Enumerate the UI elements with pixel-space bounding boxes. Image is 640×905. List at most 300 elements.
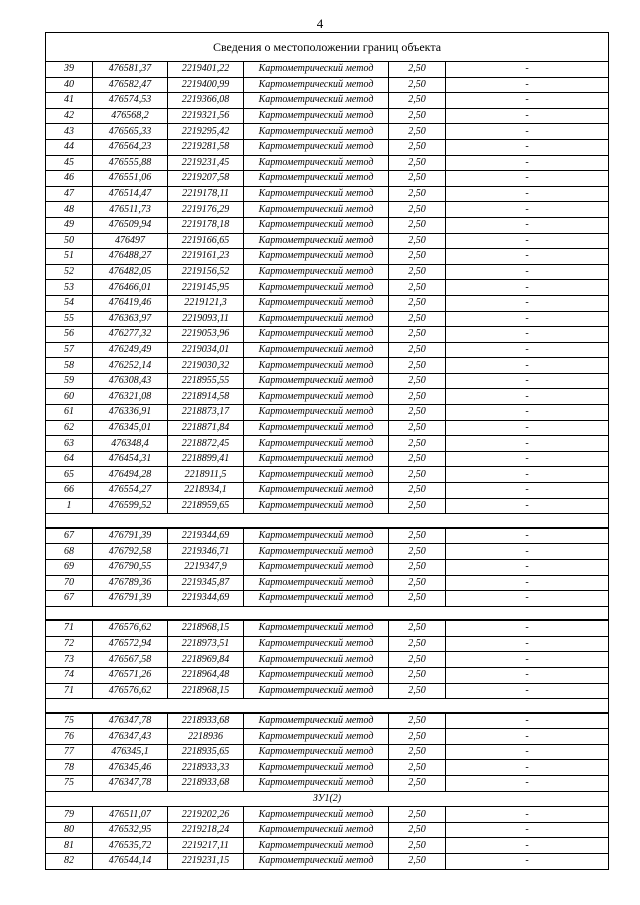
x-coordinate-cell: 476347,78 bbox=[93, 713, 168, 729]
y-coordinate-cell: 2219231,15 bbox=[168, 854, 244, 870]
method-cell: Картометрический метод bbox=[244, 327, 389, 343]
method-cell: Картометрический метод bbox=[244, 652, 389, 668]
x-coordinate-cell: 476581,37 bbox=[93, 62, 168, 78]
accuracy-cell: 2,50 bbox=[389, 139, 446, 155]
table-row bbox=[46, 451, 609, 467]
y-coordinate-cell: 2218964,48 bbox=[168, 667, 244, 683]
accuracy-cell: 2,50 bbox=[389, 636, 446, 652]
point-number-cell: 43 bbox=[46, 124, 93, 140]
table-row bbox=[46, 544, 609, 560]
point-number-cell: 60 bbox=[46, 389, 93, 405]
point-number-cell: 62 bbox=[46, 420, 93, 436]
point-number-cell: 77 bbox=[46, 744, 93, 760]
description-cell: - bbox=[446, 108, 609, 124]
table-row bbox=[46, 233, 609, 249]
table-row bbox=[46, 559, 609, 575]
y-coordinate-cell: 2219030,32 bbox=[168, 358, 244, 374]
accuracy-cell: 2,50 bbox=[389, 186, 446, 202]
method-cell: Картометрический метод bbox=[244, 186, 389, 202]
table-row bbox=[46, 776, 609, 792]
y-coordinate-cell: 2219178,11 bbox=[168, 186, 244, 202]
y-coordinate-cell: 2219156,52 bbox=[168, 264, 244, 280]
table-row bbox=[46, 467, 609, 483]
x-coordinate-cell: 476576,62 bbox=[93, 683, 168, 699]
point-number-cell: 51 bbox=[46, 249, 93, 265]
method-cell: Картометрический метод bbox=[244, 171, 389, 187]
x-coordinate-cell: 476494,28 bbox=[93, 467, 168, 483]
y-coordinate-cell: 2219231,45 bbox=[168, 155, 244, 171]
description-cell: - bbox=[446, 776, 609, 792]
method-cell: Картометрический метод bbox=[244, 838, 389, 854]
description-cell: - bbox=[446, 202, 609, 218]
method-cell: Картометрический метод bbox=[244, 420, 389, 436]
description-cell: - bbox=[446, 327, 609, 343]
accuracy-cell: 2,50 bbox=[389, 77, 446, 93]
method-cell: Картометрический метод bbox=[244, 202, 389, 218]
method-cell: Картометрический метод bbox=[244, 342, 389, 358]
point-number-cell: 54 bbox=[46, 295, 93, 311]
method-cell: Картометрический метод bbox=[244, 389, 389, 405]
separator-cell bbox=[46, 606, 609, 620]
table-row bbox=[46, 498, 609, 514]
x-coordinate-cell: 476576,62 bbox=[93, 620, 168, 636]
x-coordinate-cell: 476482,05 bbox=[93, 264, 168, 280]
accuracy-cell: 2,50 bbox=[389, 264, 446, 280]
y-coordinate-cell: 2219345,87 bbox=[168, 575, 244, 591]
y-coordinate-cell: 2218872,45 bbox=[168, 436, 244, 452]
method-cell: Картометрический метод bbox=[244, 713, 389, 729]
method-cell: Картометрический метод bbox=[244, 683, 389, 699]
y-coordinate-cell: 2219178,18 bbox=[168, 217, 244, 233]
y-coordinate-cell: 2218873,17 bbox=[168, 405, 244, 421]
x-coordinate-cell: 476336,91 bbox=[93, 405, 168, 421]
y-coordinate-cell: 2219321,56 bbox=[168, 108, 244, 124]
table-row bbox=[46, 327, 609, 343]
description-cell: - bbox=[446, 683, 609, 699]
section-header-row bbox=[46, 791, 609, 807]
x-coordinate-cell: 476345,01 bbox=[93, 420, 168, 436]
x-coordinate-cell: 476249,49 bbox=[93, 342, 168, 358]
point-number-cell: 70 bbox=[46, 575, 93, 591]
method-cell: Картометрический метод bbox=[244, 591, 389, 607]
point-number-cell: 39 bbox=[46, 62, 93, 78]
table-row bbox=[46, 171, 609, 187]
x-coordinate-cell: 476567,58 bbox=[93, 652, 168, 668]
x-coordinate-cell: 476419,46 bbox=[93, 295, 168, 311]
accuracy-cell: 2,50 bbox=[389, 405, 446, 421]
point-number-cell: 44 bbox=[46, 139, 93, 155]
accuracy-cell: 2,50 bbox=[389, 311, 446, 327]
y-coordinate-cell: 2219366,08 bbox=[168, 93, 244, 109]
table-row bbox=[46, 683, 609, 699]
table-row bbox=[46, 483, 609, 499]
section-label: ЗУ1(2) bbox=[46, 791, 609, 807]
accuracy-cell: 2,50 bbox=[389, 389, 446, 405]
x-coordinate-cell: 476564,23 bbox=[93, 139, 168, 155]
accuracy-cell: 2,50 bbox=[389, 62, 446, 78]
description-cell: - bbox=[446, 77, 609, 93]
table-row bbox=[46, 358, 609, 374]
point-number-cell: 81 bbox=[46, 838, 93, 854]
point-number-cell: 63 bbox=[46, 436, 93, 452]
method-cell: Картометрический метод bbox=[244, 295, 389, 311]
description-cell: - bbox=[446, 838, 609, 854]
x-coordinate-cell: 476791,39 bbox=[93, 591, 168, 607]
method-cell: Картометрический метод bbox=[244, 807, 389, 823]
point-number-cell: 75 bbox=[46, 713, 93, 729]
description-cell: - bbox=[446, 62, 609, 78]
description-cell: - bbox=[446, 636, 609, 652]
method-cell: Картометрический метод bbox=[244, 436, 389, 452]
x-coordinate-cell: 476514,47 bbox=[93, 186, 168, 202]
method-cell: Картометрический метод bbox=[244, 667, 389, 683]
table-row bbox=[46, 295, 609, 311]
accuracy-cell: 2,50 bbox=[389, 807, 446, 823]
x-coordinate-cell: 476565,33 bbox=[93, 124, 168, 140]
x-coordinate-cell: 476789,36 bbox=[93, 575, 168, 591]
description-cell: - bbox=[446, 575, 609, 591]
table-row bbox=[46, 822, 609, 838]
y-coordinate-cell: 2218973,51 bbox=[168, 636, 244, 652]
accuracy-cell: 2,50 bbox=[389, 528, 446, 544]
accuracy-cell: 2,50 bbox=[389, 713, 446, 729]
method-cell: Картометрический метод bbox=[244, 822, 389, 838]
y-coordinate-cell: 2219053,96 bbox=[168, 327, 244, 343]
point-number-cell: 68 bbox=[46, 544, 93, 560]
table-row bbox=[46, 311, 609, 327]
table-row bbox=[46, 202, 609, 218]
point-number-cell: 59 bbox=[46, 373, 93, 389]
point-number-cell: 47 bbox=[46, 186, 93, 202]
accuracy-cell: 2,50 bbox=[389, 358, 446, 374]
method-cell: Картометрический метод bbox=[244, 358, 389, 374]
y-coordinate-cell: 2218968,15 bbox=[168, 620, 244, 636]
description-cell: - bbox=[446, 544, 609, 560]
method-cell: Картометрический метод bbox=[244, 264, 389, 280]
method-cell: Картометрический метод bbox=[244, 108, 389, 124]
method-cell: Картометрический метод bbox=[244, 744, 389, 760]
x-coordinate-cell: 476277,32 bbox=[93, 327, 168, 343]
table-row bbox=[46, 620, 609, 636]
accuracy-cell: 2,50 bbox=[389, 436, 446, 452]
method-cell: Картометрический метод bbox=[244, 544, 389, 560]
point-number-cell: 76 bbox=[46, 729, 93, 745]
method-cell: Картометрический метод bbox=[244, 124, 389, 140]
description-cell: - bbox=[446, 467, 609, 483]
y-coordinate-cell: 2218969,84 bbox=[168, 652, 244, 668]
accuracy-cell: 2,50 bbox=[389, 420, 446, 436]
accuracy-cell: 2,50 bbox=[389, 295, 446, 311]
description-cell: - bbox=[446, 652, 609, 668]
description-cell: - bbox=[446, 280, 609, 296]
x-coordinate-cell: 476347,43 bbox=[93, 729, 168, 745]
x-coordinate-cell: 476574,53 bbox=[93, 93, 168, 109]
method-cell: Картометрический метод bbox=[244, 483, 389, 499]
x-coordinate-cell: 476347,78 bbox=[93, 776, 168, 792]
point-number-cell: 48 bbox=[46, 202, 93, 218]
description-cell: - bbox=[446, 498, 609, 514]
table-row bbox=[46, 436, 609, 452]
x-coordinate-cell: 476488,27 bbox=[93, 249, 168, 265]
accuracy-cell: 2,50 bbox=[389, 744, 446, 760]
point-number-cell: 52 bbox=[46, 264, 93, 280]
x-coordinate-cell: 476321,08 bbox=[93, 389, 168, 405]
table-row bbox=[46, 667, 609, 683]
x-coordinate-cell: 476554,27 bbox=[93, 483, 168, 499]
table-row bbox=[46, 760, 609, 776]
description-cell: - bbox=[446, 744, 609, 760]
method-cell: Картометрический метод bbox=[244, 217, 389, 233]
description-cell: - bbox=[446, 264, 609, 280]
y-coordinate-cell: 2219346,71 bbox=[168, 544, 244, 560]
accuracy-cell: 2,50 bbox=[389, 280, 446, 296]
accuracy-cell: 2,50 bbox=[389, 155, 446, 171]
table-row bbox=[46, 591, 609, 607]
y-coordinate-cell: 2219218,24 bbox=[168, 822, 244, 838]
y-coordinate-cell: 2219401,22 bbox=[168, 62, 244, 78]
point-number-cell: 64 bbox=[46, 451, 93, 467]
method-cell: Картометрический метод bbox=[244, 233, 389, 249]
y-coordinate-cell: 2218933,68 bbox=[168, 713, 244, 729]
table-row bbox=[46, 713, 609, 729]
y-coordinate-cell: 2219295,42 bbox=[168, 124, 244, 140]
x-coordinate-cell: 476571,26 bbox=[93, 667, 168, 683]
accuracy-cell: 2,50 bbox=[389, 327, 446, 343]
y-coordinate-cell: 2218899,41 bbox=[168, 451, 244, 467]
method-cell: Картометрический метод bbox=[244, 575, 389, 591]
accuracy-cell: 2,50 bbox=[389, 217, 446, 233]
x-coordinate-cell: 476511,73 bbox=[93, 202, 168, 218]
description-cell: - bbox=[446, 373, 609, 389]
point-number-cell: 67 bbox=[46, 591, 93, 607]
accuracy-cell: 2,50 bbox=[389, 652, 446, 668]
method-cell: Картометрический метод bbox=[244, 139, 389, 155]
table-row bbox=[46, 420, 609, 436]
point-number-cell: 74 bbox=[46, 667, 93, 683]
accuracy-cell: 2,50 bbox=[389, 591, 446, 607]
accuracy-cell: 2,50 bbox=[389, 451, 446, 467]
description-cell: - bbox=[446, 171, 609, 187]
x-coordinate-cell: 476791,39 bbox=[93, 528, 168, 544]
description-cell: - bbox=[446, 667, 609, 683]
description-cell: - bbox=[446, 249, 609, 265]
x-coordinate-cell: 476454,31 bbox=[93, 451, 168, 467]
page-number: 4 bbox=[316, 16, 324, 31]
point-number-cell: 61 bbox=[46, 405, 93, 421]
point-number-cell: 75 bbox=[46, 776, 93, 792]
boundary-table bbox=[45, 32, 609, 870]
separator-row bbox=[46, 514, 609, 528]
x-coordinate-cell: 476252,14 bbox=[93, 358, 168, 374]
description-cell: - bbox=[446, 528, 609, 544]
point-number-cell: 71 bbox=[46, 683, 93, 699]
table-row bbox=[46, 139, 609, 155]
method-cell: Картометрический метод bbox=[244, 760, 389, 776]
table-row bbox=[46, 528, 609, 544]
table-row bbox=[46, 108, 609, 124]
description-cell: - bbox=[446, 620, 609, 636]
method-cell: Картометрический метод bbox=[244, 62, 389, 78]
table-row bbox=[46, 838, 609, 854]
point-number-cell: 71 bbox=[46, 620, 93, 636]
table-row bbox=[46, 389, 609, 405]
table-row bbox=[46, 62, 609, 78]
table-row bbox=[46, 636, 609, 652]
point-number-cell: 80 bbox=[46, 822, 93, 838]
description-cell: - bbox=[446, 854, 609, 870]
method-cell: Картометрический метод bbox=[244, 729, 389, 745]
point-number-cell: 58 bbox=[46, 358, 93, 374]
y-coordinate-cell: 2218955,55 bbox=[168, 373, 244, 389]
point-number-cell: 46 bbox=[46, 171, 93, 187]
x-coordinate-cell: 476363,97 bbox=[93, 311, 168, 327]
table-row bbox=[46, 264, 609, 280]
y-coordinate-cell: 2219176,29 bbox=[168, 202, 244, 218]
point-number-cell: 65 bbox=[46, 467, 93, 483]
description-cell: - bbox=[446, 483, 609, 499]
table-row bbox=[46, 217, 609, 233]
x-coordinate-cell: 476509,94 bbox=[93, 217, 168, 233]
description-cell: - bbox=[446, 233, 609, 249]
table-row bbox=[46, 77, 609, 93]
x-coordinate-cell: 476535,72 bbox=[93, 838, 168, 854]
accuracy-cell: 2,50 bbox=[389, 171, 446, 187]
accuracy-cell: 2,50 bbox=[389, 620, 446, 636]
y-coordinate-cell: 2219344,69 bbox=[168, 591, 244, 607]
accuracy-cell: 2,50 bbox=[389, 483, 446, 499]
point-number-cell: 1 bbox=[46, 498, 93, 514]
description-cell: - bbox=[446, 186, 609, 202]
table-row bbox=[46, 124, 609, 140]
x-coordinate-cell: 476599,52 bbox=[93, 498, 168, 514]
table-row bbox=[46, 280, 609, 296]
accuracy-cell: 2,50 bbox=[389, 575, 446, 591]
x-coordinate-cell: 476551,06 bbox=[93, 171, 168, 187]
y-coordinate-cell: 2219281,58 bbox=[168, 139, 244, 155]
description-cell: - bbox=[446, 93, 609, 109]
y-coordinate-cell: 2219217,11 bbox=[168, 838, 244, 854]
y-coordinate-cell: 2219121,3 bbox=[168, 295, 244, 311]
x-coordinate-cell: 476790,55 bbox=[93, 559, 168, 575]
method-cell: Картометрический метод bbox=[244, 559, 389, 575]
point-number-cell: 40 bbox=[46, 77, 93, 93]
x-coordinate-cell: 476308,43 bbox=[93, 373, 168, 389]
accuracy-cell: 2,50 bbox=[389, 854, 446, 870]
method-cell: Картометрический метод bbox=[244, 451, 389, 467]
method-cell: Картометрический метод bbox=[244, 155, 389, 171]
table-row bbox=[46, 373, 609, 389]
table-row bbox=[46, 652, 609, 668]
y-coordinate-cell: 2219344,69 bbox=[168, 528, 244, 544]
method-cell: Картометрический метод bbox=[244, 854, 389, 870]
description-cell: - bbox=[446, 155, 609, 171]
y-coordinate-cell: 2218935,65 bbox=[168, 744, 244, 760]
accuracy-cell: 2,50 bbox=[389, 776, 446, 792]
accuracy-cell: 2,50 bbox=[389, 760, 446, 776]
x-coordinate-cell: 476582,47 bbox=[93, 77, 168, 93]
x-coordinate-cell: 476555,88 bbox=[93, 155, 168, 171]
method-cell: Картометрический метод bbox=[244, 93, 389, 109]
description-cell: - bbox=[446, 342, 609, 358]
table-row bbox=[46, 249, 609, 265]
accuracy-cell: 2,50 bbox=[389, 233, 446, 249]
method-cell: Картометрический метод bbox=[244, 249, 389, 265]
point-number-cell: 66 bbox=[46, 483, 93, 499]
description-cell: - bbox=[446, 436, 609, 452]
accuracy-cell: 2,50 bbox=[389, 838, 446, 854]
description-cell: - bbox=[446, 559, 609, 575]
point-number-cell: 56 bbox=[46, 327, 93, 343]
x-coordinate-cell: 476568,2 bbox=[93, 108, 168, 124]
y-coordinate-cell: 2219207,58 bbox=[168, 171, 244, 187]
method-cell: Картометрический метод bbox=[244, 620, 389, 636]
accuracy-cell: 2,50 bbox=[389, 683, 446, 699]
point-number-cell: 69 bbox=[46, 559, 93, 575]
y-coordinate-cell: 2219166,65 bbox=[168, 233, 244, 249]
accuracy-cell: 2,50 bbox=[389, 124, 446, 140]
y-coordinate-cell: 2218933,68 bbox=[168, 776, 244, 792]
point-number-cell: 73 bbox=[46, 652, 93, 668]
accuracy-cell: 2,50 bbox=[389, 373, 446, 389]
table-row bbox=[46, 155, 609, 171]
table-row bbox=[46, 186, 609, 202]
y-coordinate-cell: 2218968,15 bbox=[168, 683, 244, 699]
accuracy-cell: 2,50 bbox=[389, 667, 446, 683]
y-coordinate-cell: 2219161,23 bbox=[168, 249, 244, 265]
point-number-cell: 79 bbox=[46, 807, 93, 823]
accuracy-cell: 2,50 bbox=[389, 467, 446, 483]
method-cell: Картометрический метод bbox=[244, 498, 389, 514]
x-coordinate-cell: 476792,58 bbox=[93, 544, 168, 560]
separator-row bbox=[46, 699, 609, 713]
x-coordinate-cell: 476345,46 bbox=[93, 760, 168, 776]
table-row bbox=[46, 744, 609, 760]
description-cell: - bbox=[446, 295, 609, 311]
y-coordinate-cell: 2219093,11 bbox=[168, 311, 244, 327]
separator-cell bbox=[46, 514, 609, 528]
accuracy-cell: 2,50 bbox=[389, 249, 446, 265]
y-coordinate-cell: 2219400,99 bbox=[168, 77, 244, 93]
accuracy-cell: 2,50 bbox=[389, 93, 446, 109]
method-cell: Картометрический метод bbox=[244, 77, 389, 93]
table-row bbox=[46, 93, 609, 109]
point-number-cell: 55 bbox=[46, 311, 93, 327]
y-coordinate-cell: 2218933,33 bbox=[168, 760, 244, 776]
y-coordinate-cell: 2219347,9 bbox=[168, 559, 244, 575]
x-coordinate-cell: 476466,01 bbox=[93, 280, 168, 296]
description-cell: - bbox=[446, 807, 609, 823]
method-cell: Картометрический метод bbox=[244, 373, 389, 389]
x-coordinate-cell: 476497 bbox=[93, 233, 168, 249]
description-cell: - bbox=[446, 405, 609, 421]
point-number-cell: 78 bbox=[46, 760, 93, 776]
point-number-cell: 41 bbox=[46, 93, 93, 109]
accuracy-cell: 2,50 bbox=[389, 729, 446, 745]
accuracy-cell: 2,50 bbox=[389, 822, 446, 838]
y-coordinate-cell: 2218934,1 bbox=[168, 483, 244, 499]
x-coordinate-cell: 476544,14 bbox=[93, 854, 168, 870]
description-cell: - bbox=[446, 451, 609, 467]
table-row bbox=[46, 854, 609, 870]
point-number-cell: 57 bbox=[46, 342, 93, 358]
description-cell: - bbox=[446, 389, 609, 405]
point-number-cell: 45 bbox=[46, 155, 93, 171]
y-coordinate-cell: 2219202,26 bbox=[168, 807, 244, 823]
method-cell: Картометрический метод bbox=[244, 528, 389, 544]
description-cell: - bbox=[446, 822, 609, 838]
description-cell: - bbox=[446, 358, 609, 374]
table-row bbox=[46, 405, 609, 421]
